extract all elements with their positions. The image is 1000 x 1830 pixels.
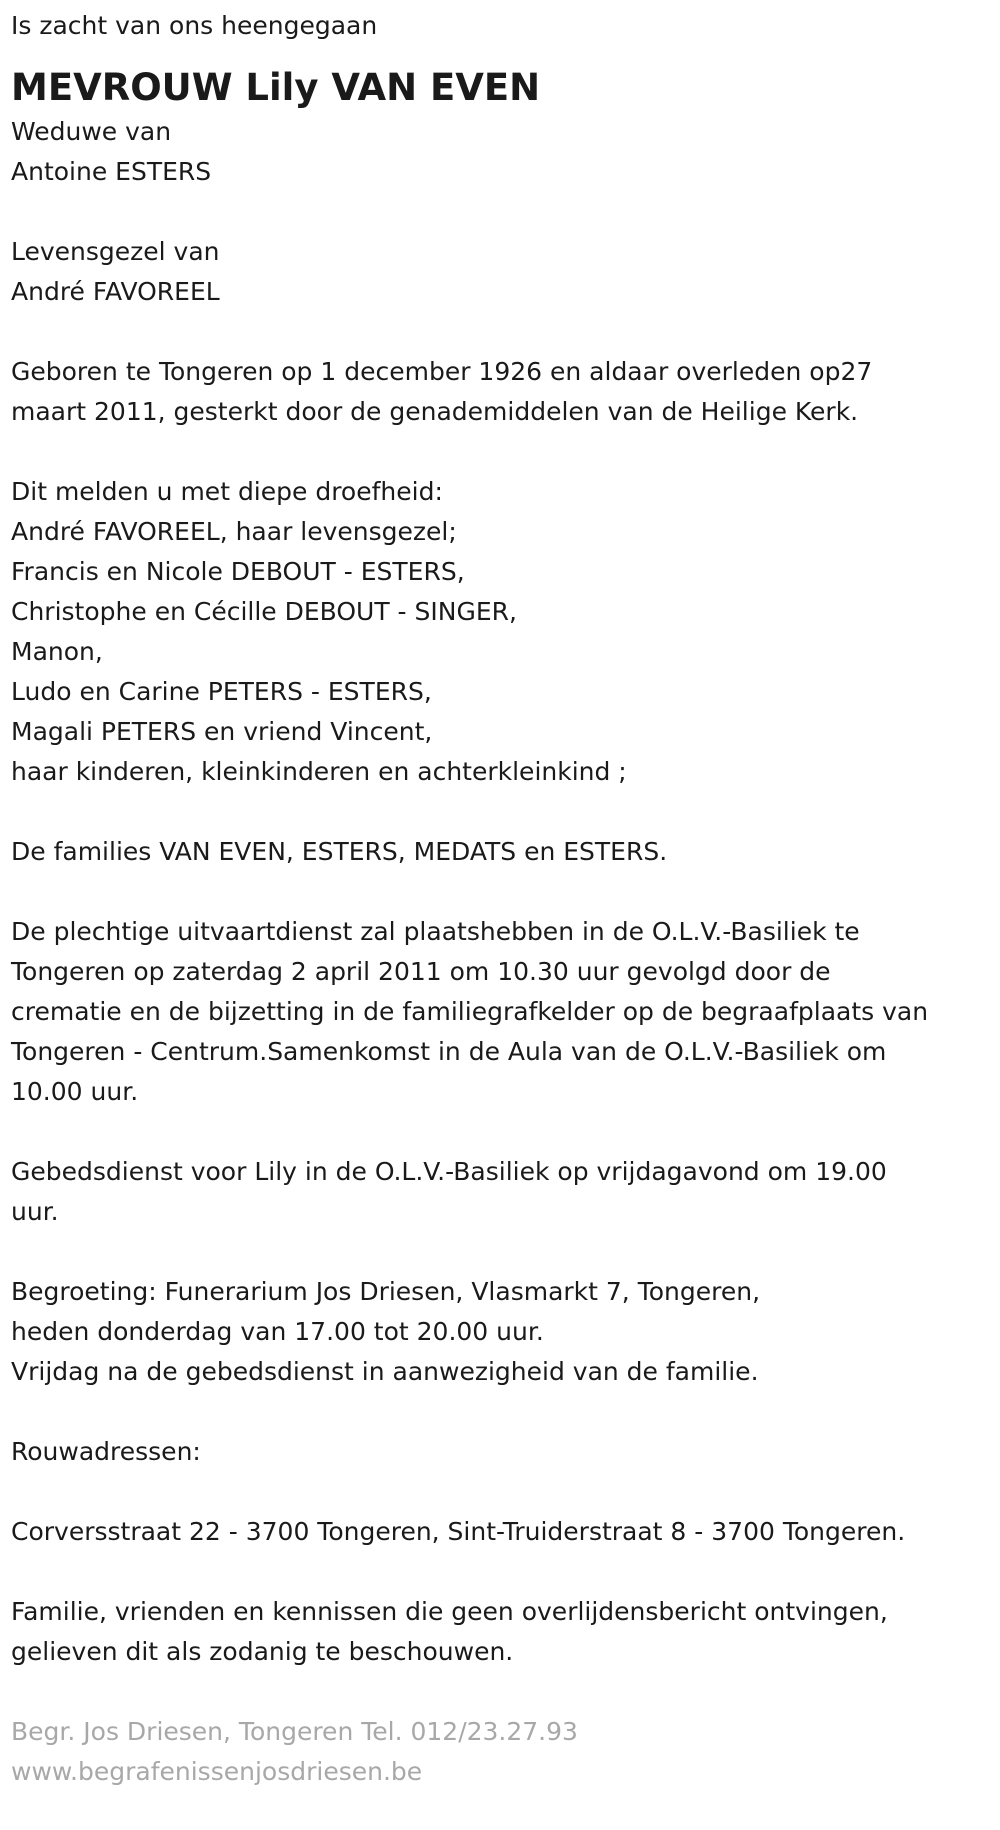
- funeral-home-website: www.begrafenissenjosdriesen.be: [11, 1757, 423, 1786]
- birth-death-line: Geboren te Tongeren op 1 december 1926 en aldaar overleden op27: [11, 357, 873, 386]
- mourners-intro: Dit melden u met diepe droefheid:: [11, 477, 443, 506]
- funeral-home-contact: Begr. Jos Driesen, Tongeren Tel. 012/23.27.93: [11, 1717, 578, 1746]
- spacer: [11, 792, 1000, 832]
- spacer: [11, 192, 1000, 232]
- spacer: [11, 1472, 1000, 1512]
- spacer: [11, 872, 1000, 912]
- spacer: [11, 1392, 1000, 1432]
- greeting-line: Vrijdag na de gebedsdienst in aanwezigheid van de familie.: [11, 1357, 759, 1386]
- funeral-line: 10.00 uur.: [11, 1077, 139, 1106]
- spacer: [11, 312, 1000, 352]
- mourner-line: Ludo en Carine PETERS - ESTERS,: [11, 677, 432, 706]
- spacer: [11, 1232, 1000, 1272]
- mourner-line: Christophe en Cécille DEBOUT - SINGER,: [11, 597, 517, 626]
- addresses-label: Rouwadressen:: [11, 1437, 201, 1466]
- spacer: [11, 432, 1000, 472]
- funeral-line: Tongeren op zaterdag 2 april 2011 om 10.30 uur gevolgd door de: [11, 957, 831, 986]
- mourner-line: haar kinderen, kleinkinderen en achterkleinkind ;: [11, 757, 627, 786]
- mourner-line: André FAVOREEL, haar levensgezel;: [11, 517, 457, 546]
- addresses-line: Corversstraat 22 - 3700 Tongeren, Sint-Truiderstraat 8 - 3700 Tongeren.: [11, 1517, 906, 1546]
- deceased-name: MEVROUW Lily VAN EVEN: [11, 66, 541, 109]
- partner-name: André FAVOREEL: [11, 277, 220, 306]
- notice-line: Familie, vrienden en kennissen die geen overlijdensbericht ontvingen,: [11, 1597, 888, 1626]
- widow-name: Antoine ESTERS: [11, 157, 212, 186]
- notice-line: gelieven dit als zodanig te beschouwen.: [11, 1637, 514, 1666]
- families-line: De families VAN EVEN, ESTERS, MEDATS en ESTERS.: [11, 837, 668, 866]
- funeral-line: De plechtige uitvaartdienst zal plaatshebben in de O.L.V.-Basiliek te: [11, 917, 860, 946]
- spacer: [11, 1672, 1000, 1712]
- spacer: [11, 1552, 1000, 1592]
- prayer-line: Gebedsdienst voor Lily in de O.L.V.-Basiliek op vrijdagavond om 19.00: [11, 1157, 887, 1186]
- greeting-line: heden donderdag van 17.00 tot 20.00 uur.: [11, 1317, 544, 1346]
- birth-death-line: maart 2011, gesterkt door de genademiddelen van de Heilige Kerk.: [11, 397, 859, 426]
- intro-text: Is zacht van ons heengegaan: [11, 11, 378, 40]
- mourner-line: Francis en Nicole DEBOUT - ESTERS,: [11, 557, 465, 586]
- mourner-line: Magali PETERS en vriend Vincent,: [11, 717, 433, 746]
- partner-label: Levensgezel van: [11, 237, 220, 266]
- greeting-line: Begroeting: Funerarium Jos Driesen, Vlasmarkt 7, Tongeren,: [11, 1277, 761, 1306]
- prayer-line: uur.: [11, 1197, 59, 1226]
- spacer: [11, 1112, 1000, 1152]
- funeral-line: Tongeren - Centrum.Samenkomst in de Aula van de O.L.V.-Basiliek om: [11, 1037, 887, 1066]
- widow-label: Weduwe van: [11, 117, 172, 146]
- funeral-line: crematie en de bijzetting in de familiegrafkelder op de begraafplaats van: [11, 997, 929, 1026]
- mourner-line: Manon,: [11, 637, 103, 666]
